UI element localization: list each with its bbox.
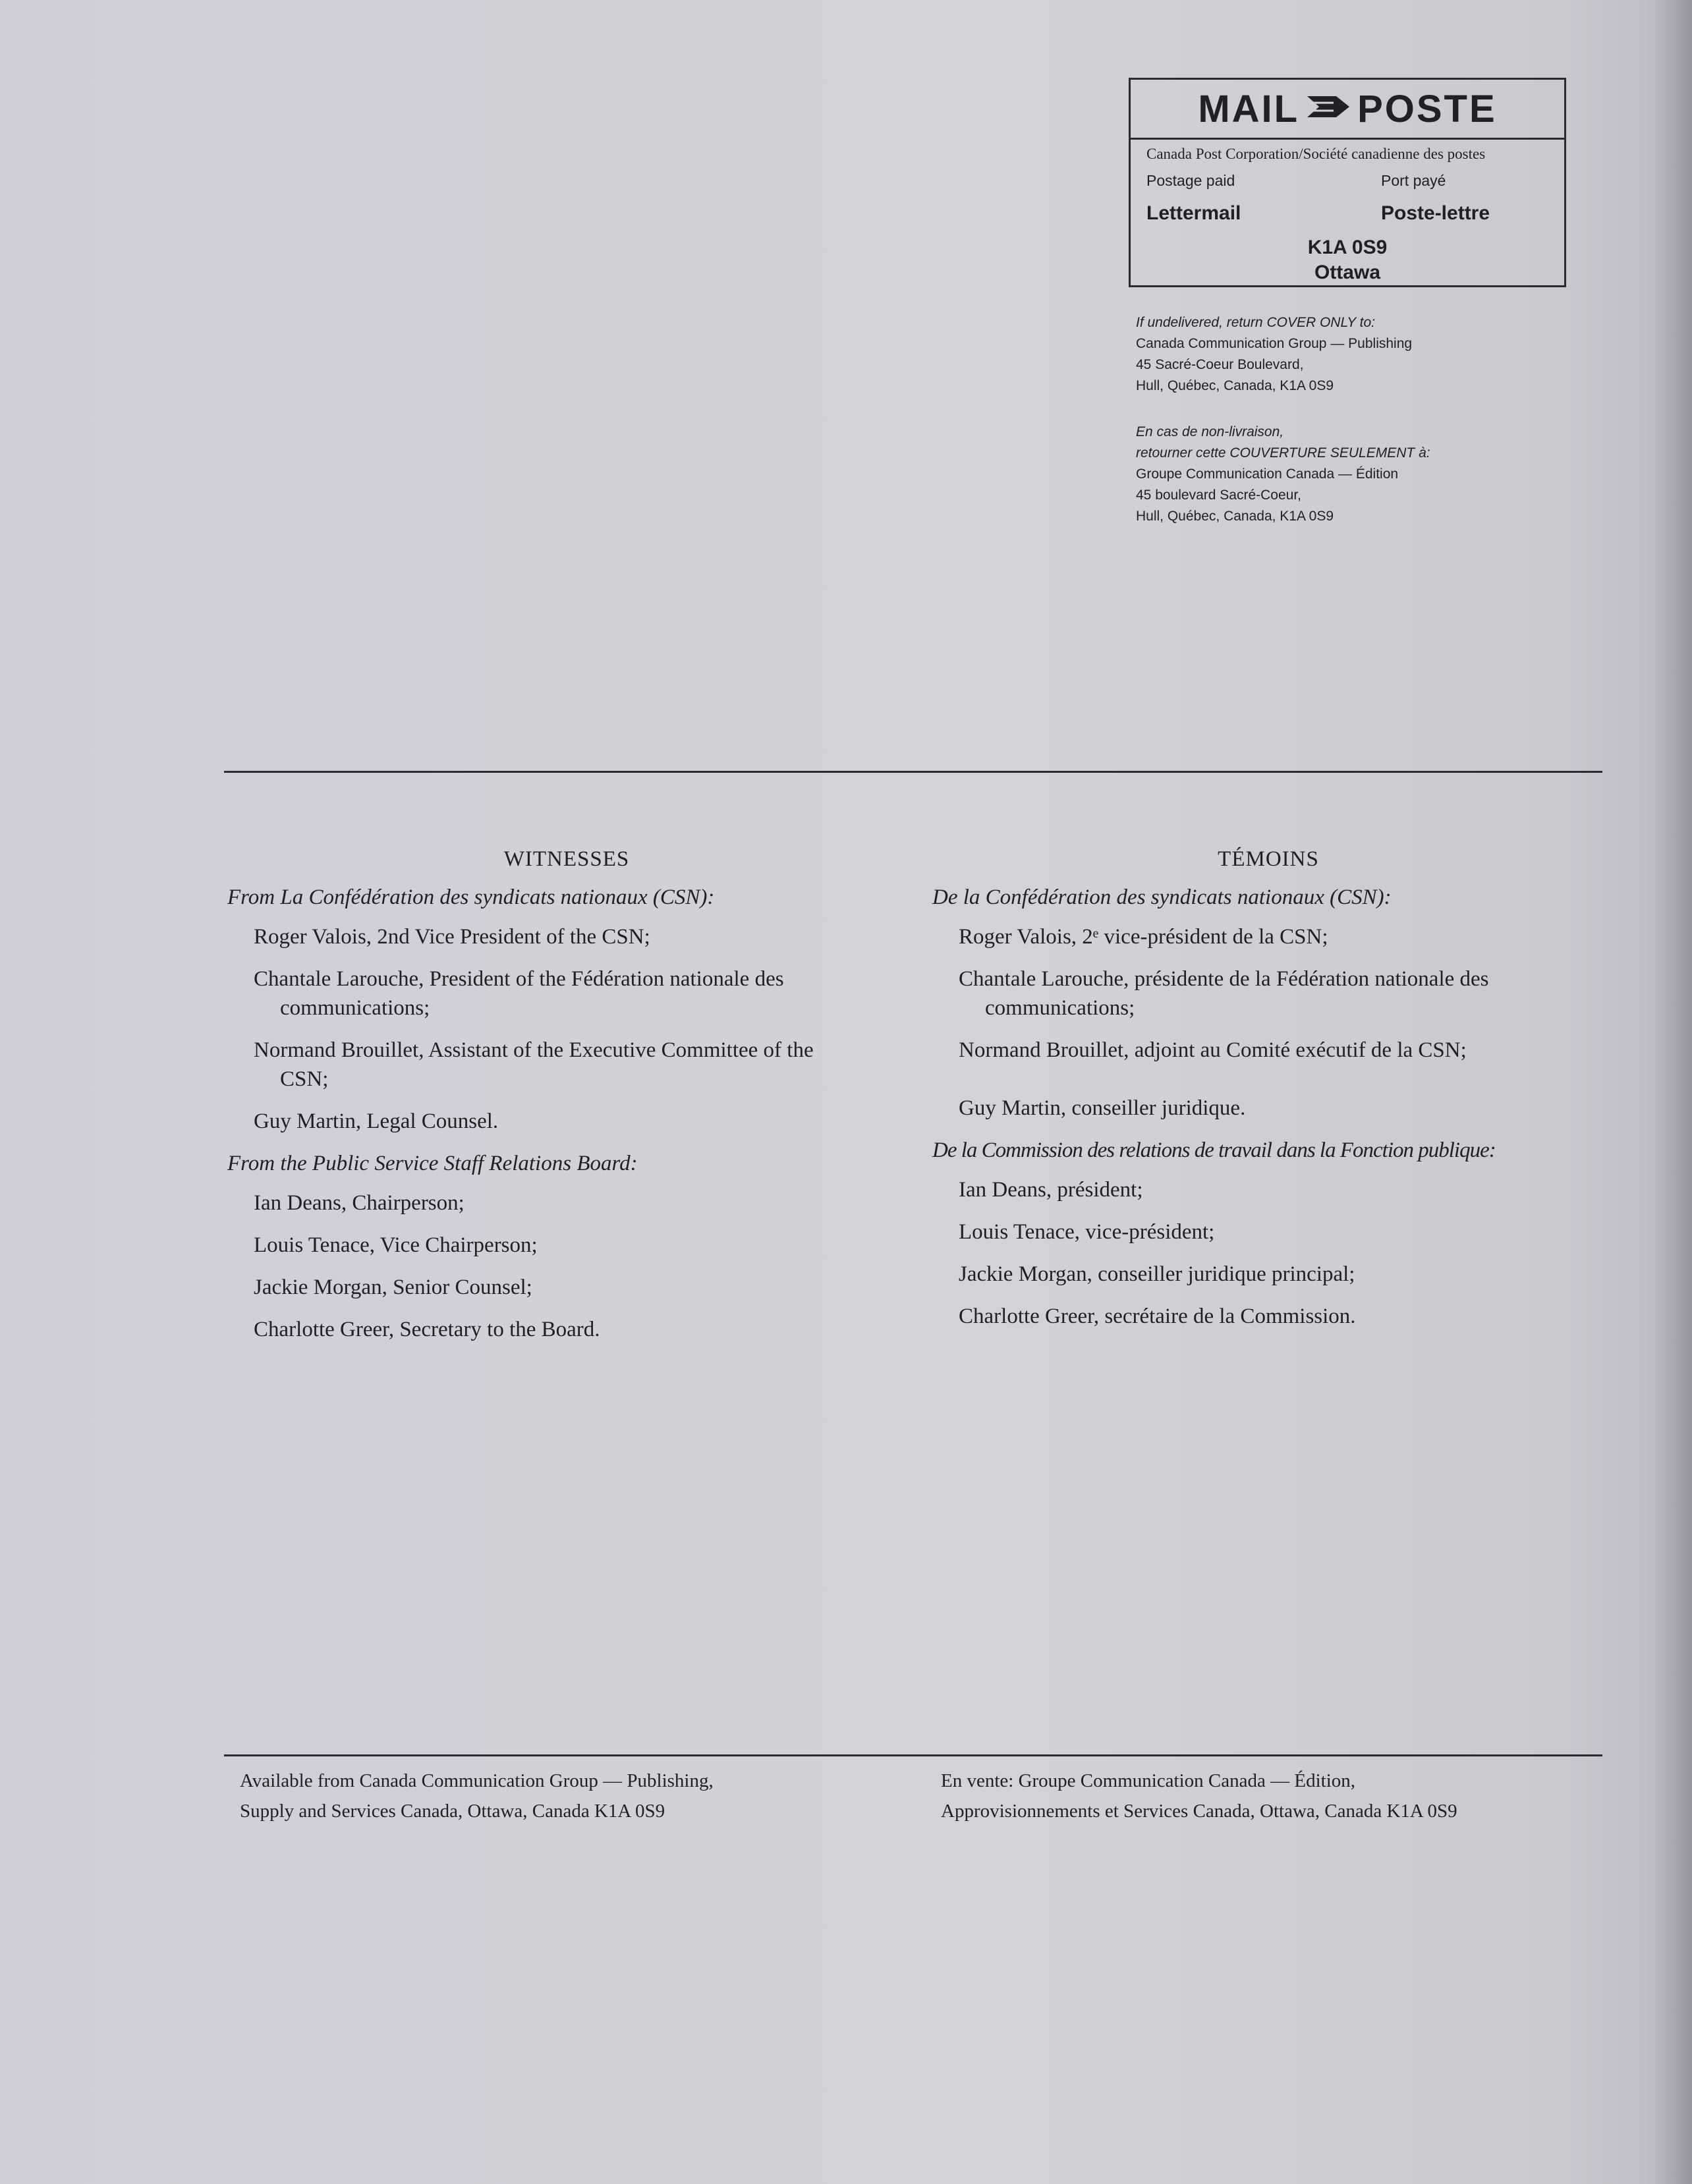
availability-note-en bbox=[240, 1766, 714, 1826]
witness-group-csn-en: From La Confédération des syndicats nationaux (CSN): bbox=[227, 885, 715, 909]
section-divider-top bbox=[224, 771, 1602, 773]
witness-group-pssrb-en: From the Public Service Staff Relations Board: bbox=[227, 1152, 638, 1175]
availability-line-1-fr: En vente: Groupe Communication Canada — Édition, bbox=[941, 1770, 1356, 1791]
return-instruction-en: If undelivered, return COVER ONLY to: bbox=[1136, 315, 1376, 330]
witness-entry: Ian Deans, Chairperson; bbox=[254, 1191, 465, 1215]
witness-entry-continued: CSN; bbox=[280, 1067, 329, 1091]
witnesses-heading: WITNESSES bbox=[503, 847, 630, 871]
lettermail-label: Lettermail bbox=[1146, 202, 1241, 224]
witness-entry: Normand Brouillet, Assistant of the Executive Committee of the bbox=[254, 1038, 814, 1062]
witnesses-column-en bbox=[227, 845, 906, 1357]
witness-entry: Louis Tenace, Vice Chairperson; bbox=[254, 1233, 538, 1257]
availability-line-2-fr: Approvisionnements et Services Canada, Ottawa, Canada K1A 0S9 bbox=[941, 1801, 1457, 1822]
witnesses-column-fr bbox=[932, 845, 1604, 1344]
witness-entry: Guy Martin, Legal Counsel. bbox=[254, 1109, 499, 1133]
witness-entry: Ian Deans, président; bbox=[959, 1178, 1143, 1202]
postal-city: Ottawa bbox=[1314, 262, 1381, 283]
availability-line-1-en: Available from Canada Communication Group — Publishing, bbox=[240, 1770, 714, 1791]
poste-label: POSTE bbox=[1357, 87, 1497, 130]
witness-group-pssrb-fr: De la Commission des relations de travail dans la Fonction publique: bbox=[932, 1138, 1496, 1162]
return-instruction-fr-2: retourner cette COUVERTURE SEULEMENT à: bbox=[1136, 445, 1430, 461]
witness-entry: Chantale Larouche, présidente de la Fédération nationale des bbox=[959, 967, 1489, 991]
poste-lettre-label: Poste-lettre bbox=[1381, 202, 1490, 224]
return-city-en: Hull, Québec, Canada, K1A 0S9 bbox=[1136, 378, 1334, 393]
return-instruction-fr-1: En cas de non-livraison, bbox=[1136, 424, 1284, 439]
witness-entry: Chantale Larouche, President of the Fédération nationale des bbox=[254, 967, 784, 991]
section-divider-bottom bbox=[224, 1754, 1602, 1756]
witness-entry: Louis Tenace, vice-président; bbox=[959, 1220, 1215, 1244]
witness-entry: Guy Martin, conseiller juridique. bbox=[959, 1096, 1246, 1120]
postal-code: K1A 0S9 bbox=[1307, 237, 1388, 258]
mail-postage-box bbox=[1129, 78, 1566, 287]
return-street-fr: 45 boulevard Sacré-Coeur, bbox=[1136, 488, 1301, 503]
temoins-heading: TÉMOINS bbox=[1218, 847, 1319, 871]
return-address-fr bbox=[1136, 422, 1430, 527]
witness-entry: Charlotte Greer, secrétaire de la Commission. bbox=[959, 1304, 1356, 1328]
witness-entry: Roger Valois, 2nd Vice President of the CSN; bbox=[254, 925, 650, 949]
availability-line-2-en: Supply and Services Canada, Ottawa, Canada K1A 0S9 bbox=[240, 1801, 665, 1822]
witness-entry: Jackie Morgan, conseiller juridique principal; bbox=[959, 1262, 1355, 1286]
witness-group-csn-fr: De la Confédération des syndicats nationaux (CSN): bbox=[932, 885, 1392, 909]
witness-entry: Normand Brouillet, adjoint au Comité exécutif de la CSN; bbox=[959, 1038, 1467, 1062]
availability-note-fr bbox=[941, 1766, 1457, 1826]
return-org-en: Canada Communication Group — Publishing bbox=[1136, 336, 1413, 351]
postage-paid-fr: Port payé bbox=[1381, 172, 1446, 189]
return-street-en: 45 Sacré-Coeur Boulevard, bbox=[1136, 357, 1304, 372]
canada-post-arrow-icon bbox=[1307, 90, 1349, 128]
witness-entry: Charlotte Greer, Secretary to the Board. bbox=[254, 1318, 600, 1341]
mail-poste-header bbox=[1131, 80, 1564, 140]
witness-entry-continued: communications; bbox=[985, 996, 1135, 1020]
canada-post-corporation: Canada Post Corporation/Société canadienne des postes bbox=[1146, 146, 1486, 162]
witness-entry: Jackie Morgan, Senior Counsel; bbox=[254, 1275, 532, 1299]
mail-label: MAIL bbox=[1198, 87, 1300, 130]
page-edge-shadow bbox=[1652, 0, 1692, 2184]
witness-entry: Roger Valois, 2ᵉ vice-président de la CSN; bbox=[959, 925, 1328, 949]
postage-paid-en: Postage paid bbox=[1146, 172, 1235, 189]
return-address-en bbox=[1136, 312, 1412, 397]
witness-entry-continued: communications; bbox=[280, 996, 430, 1020]
return-city-fr: Hull, Québec, Canada, K1A 0S9 bbox=[1136, 509, 1334, 524]
return-org-fr: Groupe Communication Canada — Édition bbox=[1136, 466, 1399, 482]
